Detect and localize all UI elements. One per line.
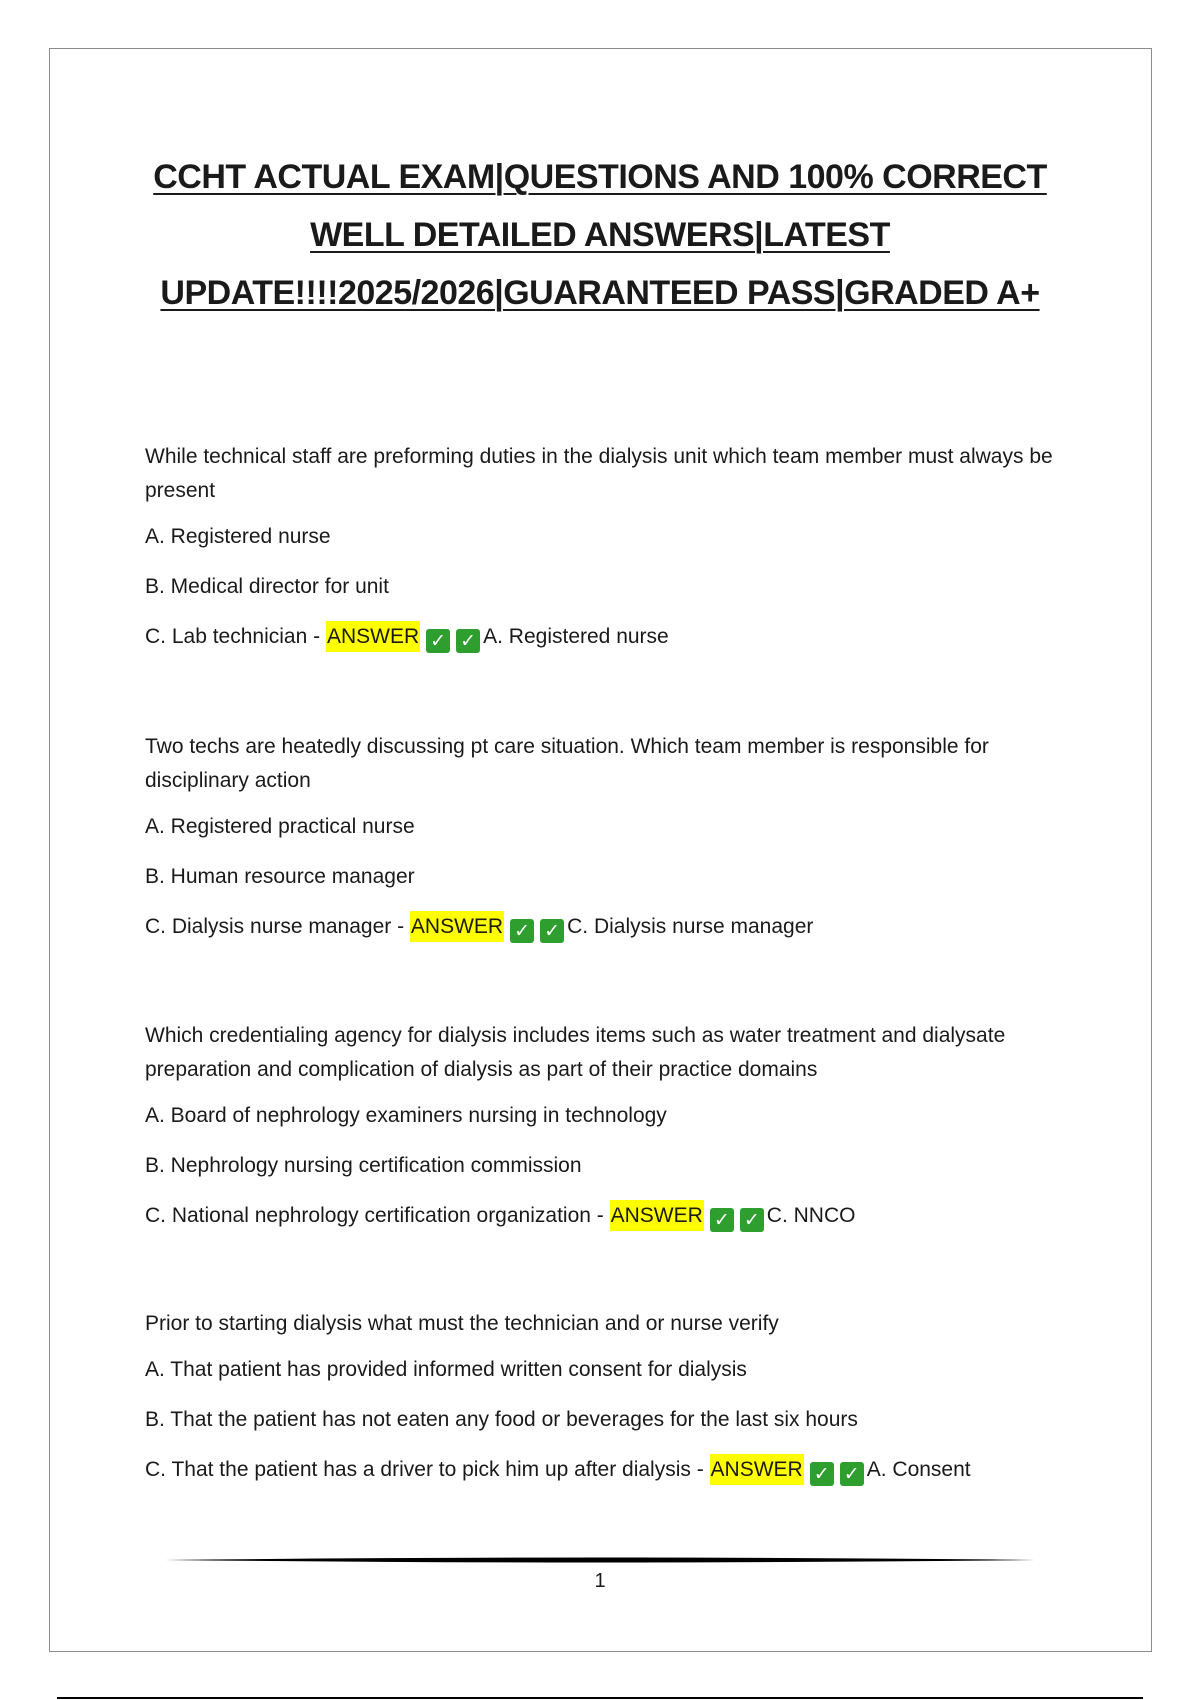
option-b: B. Human resource manager: [145, 865, 415, 888]
answer-text: A. Consent: [866, 1458, 971, 1481]
question-text: Two techs are heatedly discussing pt care situation. Which team member is responsible for disciplinary action: [145, 735, 989, 792]
option-c: C. National nephrology certification organization -: [145, 1204, 610, 1227]
question-block-1: [145, 440, 1075, 653]
check-mark-icon: ✓: [456, 629, 480, 653]
option-c-with-answer: [145, 1201, 1075, 1232]
check-mark-icon: ✓: [740, 1208, 764, 1232]
option-a: A. Board of nephrology examiners nursing in technology: [145, 1104, 667, 1127]
answer-highlight: ANSWER: [410, 911, 504, 942]
question-text: Which credentialing agency for dialysis includes items such as water treatment and dialysate preparation and complication of dialysis as part of their practice domains: [145, 1024, 1006, 1081]
option-a: A. Registered practical nurse: [145, 815, 415, 838]
bottom-rule: [57, 1697, 1143, 1699]
question-block-4: [145, 1307, 1075, 1486]
answer-highlight: ANSWER: [710, 1454, 804, 1485]
check-mark-icon: ✓: [840, 1462, 864, 1486]
option-c: C. That the patient has a driver to pick him up after dialysis -: [145, 1458, 710, 1481]
option-b: B. Medical director for unit: [145, 575, 389, 598]
option-c-with-answer: [145, 1455, 1075, 1486]
answer-text: C. NNCO: [766, 1204, 856, 1227]
option-c: C. Lab technician -: [145, 625, 326, 648]
check-mark-icon: ✓: [540, 919, 564, 943]
check-mark-icon: ✓: [710, 1208, 734, 1232]
document-title: CCHT ACTUAL EXAM|QUESTIONS AND 100% CORRECT WELL DETAILED ANSWERS|LATEST UPDATE!!!!2025/2026|GUARANTEED PASS|GRADED A+: [153, 158, 1047, 312]
option-c-with-answer: [145, 912, 1075, 943]
option-c: C. Dialysis nurse manager -: [145, 915, 410, 938]
question-block-2: [145, 730, 1075, 943]
check-mark-icon: ✓: [510, 919, 534, 943]
option-b: B. That the patient has not eaten any food or beverages for the last six hours: [145, 1408, 858, 1431]
option-b: B. Nephrology nursing certification commission: [145, 1154, 582, 1177]
answer-highlight: ANSWER: [610, 1200, 704, 1231]
answer-text: A. Registered nurse: [483, 625, 669, 648]
page-number: 1: [594, 1570, 606, 1592]
check-mark-icon: ✓: [810, 1462, 834, 1486]
question-text: While technical staff are preforming duties in the dialysis unit which team member must always be present: [145, 445, 1053, 502]
answer-highlight: ANSWER: [326, 621, 420, 652]
option-c-with-answer: [145, 622, 1075, 653]
question-block-3: [145, 1019, 1075, 1232]
option-a: A. That patient has provided informed written consent for dialysis: [145, 1358, 747, 1381]
question-text: Prior to starting dialysis what must the technician and or nurse verify: [145, 1312, 779, 1335]
option-a: A. Registered nurse: [145, 525, 331, 548]
check-mark-icon: ✓: [426, 629, 450, 653]
answer-text: C. Dialysis nurse manager: [567, 915, 814, 938]
footer-divider: [165, 1556, 1035, 1564]
